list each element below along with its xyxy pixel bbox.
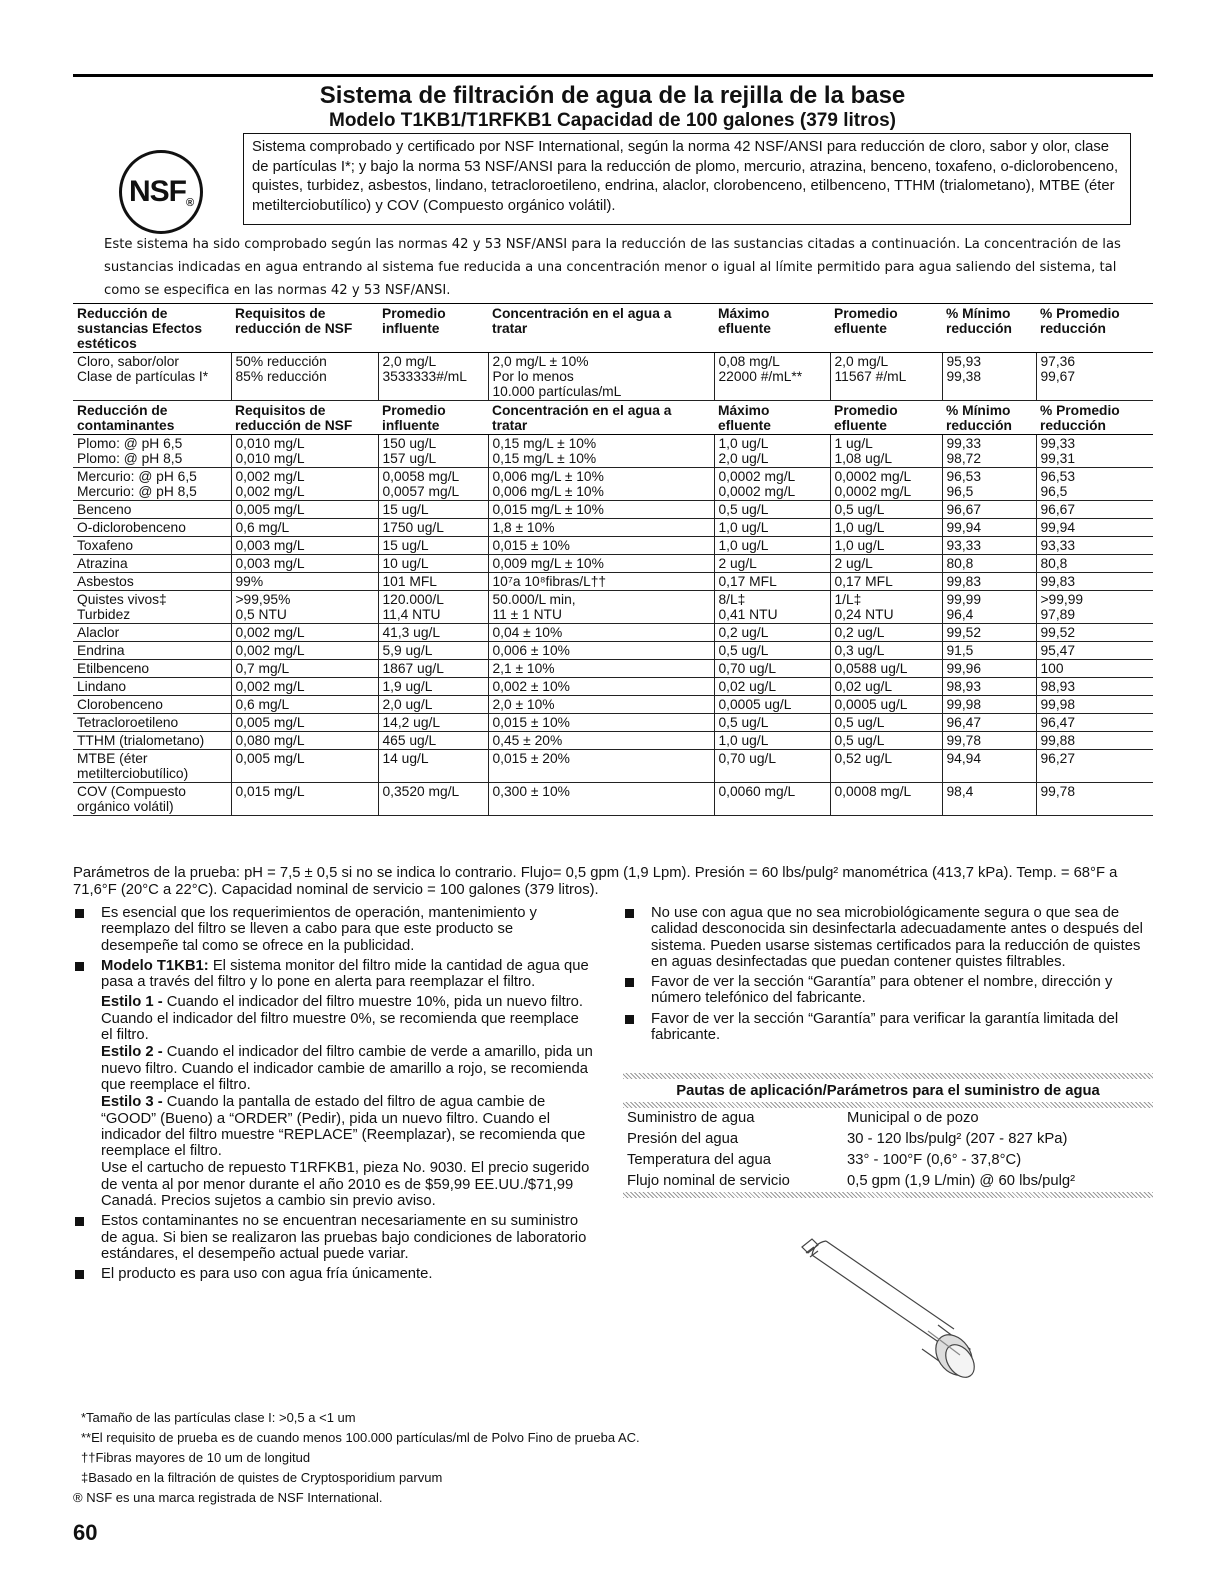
bullet-square-icon — [75, 1270, 84, 1279]
table-cell: 96,67 — [942, 501, 1036, 519]
guideline-label: Flujo nominal de servicio — [627, 1173, 790, 1189]
table-cell: 14 ug/L — [378, 750, 488, 783]
table-cell: 99,78 — [1036, 783, 1153, 816]
table-cell: 2,0 mg/L 11567 #/mL — [830, 353, 942, 401]
table-cell: % Promedio reducción — [1036, 304, 1153, 353]
table-cell: Lindano — [73, 678, 231, 696]
table-cell: 1,8 ± 10% — [488, 519, 714, 537]
table-cell: % Mínimo reducción — [942, 401, 1036, 435]
table-cell: 0,70 ug/L — [714, 660, 830, 678]
footnotes — [73, 1408, 640, 1508]
table-cell: Plomo: @ pH 6,5 Plomo: @ pH 8,5 — [73, 435, 231, 468]
table-cell: Toxafeno — [73, 537, 231, 555]
footnote: *Tamaño de las partículas clase I: >0,5 a <1 um — [81, 1410, 356, 1425]
table-cell: 2 ug/L — [714, 555, 830, 573]
table-cell: 0,0060 mg/L — [714, 783, 830, 816]
table-cell: 100 — [1036, 660, 1153, 678]
table-cell: 0,70 ug/L — [714, 750, 830, 783]
table-row — [73, 750, 1153, 783]
table-row — [73, 660, 1153, 678]
right-column — [623, 905, 1153, 1047]
table-cell: MTBE (éter metilterciobutílico) — [73, 750, 231, 783]
table-cell: 96,47 — [1036, 714, 1153, 732]
table-cell: 0,04 ± 10% — [488, 624, 714, 642]
table-cell: Concentración en el agua a tratar — [488, 304, 714, 353]
bullet-text: Es esencial que los requerimientos de operación, mantenimiento y reemplazo del filtro se lleven a cabo para que este producto se desempeñe tal como se ofrece en la publicidad. — [101, 905, 537, 954]
table-cell: 50.000/L min, 11 ± 1 NTU — [488, 591, 714, 624]
bullet-square-icon — [625, 909, 634, 918]
table-cell: 0,15 mg/L ± 10% 0,15 mg/L ± 10% — [488, 435, 714, 468]
guideline-label: Suministro de agua — [627, 1110, 755, 1126]
table-header-row — [73, 401, 1153, 435]
table-cell: 0,002 ± 10% — [488, 678, 714, 696]
table-cell: O-diclorobenceno — [73, 519, 231, 537]
bullet-item — [73, 1266, 593, 1282]
bullet-item — [623, 1011, 1153, 1044]
table-cell: 150 ug/L 157 ug/L — [378, 435, 488, 468]
guideline-value: Municipal o de pozo — [847, 1110, 979, 1126]
table-cell: 96,53 96,5 — [942, 468, 1036, 501]
hatch-divider — [623, 1192, 1153, 1198]
table-cell: 50% reducción 85% reducción — [231, 353, 378, 401]
table-cell: 0,015 ± 10% — [488, 714, 714, 732]
table-cell: 0,015 ± 20% — [488, 750, 714, 783]
table-cell: Máximo efluente — [714, 304, 830, 353]
table-cell: 2,0 ug/L — [378, 696, 488, 714]
table-cell: Clorobenceno — [73, 696, 231, 714]
table-cell: 0,010 mg/L 0,010 mg/L — [231, 435, 378, 468]
table-cell: 0,45 ± 20% — [488, 732, 714, 750]
table-cell: 99,98 — [1036, 696, 1153, 714]
replacement-cartridge-text: Use el cartucho de repuesto T1RFKB1, pieza No. 9030. El precio sugerido de venta al por menor durante el año 2010 es de $59,99 EE.UU./$71,99 Canadá. Precios sujetos a cambio sin previo aviso. — [101, 1160, 590, 1210]
table-cell: 98,4 — [942, 783, 1036, 816]
style-1-label: Estilo 1 - — [101, 994, 163, 1011]
table-cell: 0,0005 ug/L — [830, 696, 942, 714]
nsf-logo-reg: ® — [185, 197, 194, 209]
nsf-logo-text: NSF — [128, 175, 186, 208]
table-cell: 101 MFL — [378, 573, 488, 591]
table-cell: Reducción de sustancias Efectos estéticos — [73, 304, 231, 353]
table-cell: 0,0005 ug/L — [714, 696, 830, 714]
footnote: ‡Basado en la filtración de quistes de Cryptosporidium parvum — [81, 1470, 443, 1485]
table-cell: 2,0 ± 10% — [488, 696, 714, 714]
table-cell: 0,005 mg/L — [231, 750, 378, 783]
table-row — [73, 624, 1153, 642]
table-cell: 99% — [231, 573, 378, 591]
table-cell: 0,006 mg/L ± 10% 0,006 mg/L ± 10% — [488, 468, 714, 501]
table-cell: 95,93 99,38 — [942, 353, 1036, 401]
guideline-value: 33° - 100°F (0,6° - 37,8°C) — [847, 1152, 1022, 1168]
table-cell: Promedio influente — [378, 304, 488, 353]
table-row — [73, 696, 1153, 714]
table-row — [73, 468, 1153, 501]
table-cell: 1,0 ug/L 2,0 ug/L — [714, 435, 830, 468]
table-cell: 99,94 — [1036, 519, 1153, 537]
table-cell: 99,33 99,31 — [1036, 435, 1153, 468]
footnote: ††Fibras mayores de 10 um de longitud — [81, 1450, 311, 1465]
table-cell: 0,2 ug/L — [830, 624, 942, 642]
table-cell: 15 ug/L — [378, 537, 488, 555]
table-cell: % Promedio reducción — [1036, 401, 1153, 435]
table-cell: Alaclor — [73, 624, 231, 642]
bullet-item — [73, 1213, 593, 1262]
table-cell: 15 ug/L — [378, 501, 488, 519]
table-cell: 0,002 mg/L — [231, 678, 378, 696]
bullet-square-icon — [625, 978, 634, 987]
table-row — [73, 501, 1153, 519]
style-3-text — [73, 1094, 593, 1159]
guidelines-table — [623, 1108, 1153, 1192]
table-cell: Cloro, sabor/olor Clase de partículas I* — [73, 353, 231, 401]
table-cell: 0,02 ug/L — [830, 678, 942, 696]
table-cell: 1,9 ug/L — [378, 678, 488, 696]
style-1-text — [73, 994, 593, 1043]
guidelines-row — [623, 1171, 1153, 1192]
water-supply-guidelines — [623, 1073, 1153, 1198]
bullet-text: Estos contaminantes no se encuentran necesariamente en su suministro de agua. Si bien se realizaron las pruebas bajo condiciones de laboratorio estándares, el desempeño actual puede variar. — [101, 1213, 587, 1262]
bullet-item — [623, 905, 1153, 970]
table-cell: Reducción de contaminantes — [73, 401, 231, 435]
left-column — [73, 905, 593, 1287]
table-cell: 98,93 — [1036, 678, 1153, 696]
table-cell: 0,52 ug/L — [830, 750, 942, 783]
table-cell: 0,3 ug/L — [830, 642, 942, 660]
table-cell: 0,006 ± 10% — [488, 642, 714, 660]
table-cell: 99,88 — [1036, 732, 1153, 750]
table-cell: 0,003 mg/L — [231, 537, 378, 555]
table-cell: 1,0 ug/L — [714, 732, 830, 750]
guidelines-row — [623, 1150, 1153, 1171]
table-cell: 95,47 — [1036, 642, 1153, 660]
table-cell: 96,67 — [1036, 501, 1153, 519]
table-cell: Promedio efluente — [830, 401, 942, 435]
table-cell: Benceno — [73, 501, 231, 519]
table-cell: Requisitos de reducción de NSF — [231, 304, 378, 353]
table-row — [73, 783, 1153, 816]
table-cell: 99,83 — [1036, 573, 1153, 591]
table-cell: 41,3 ug/L — [378, 624, 488, 642]
table-cell: 96,27 — [1036, 750, 1153, 783]
table-cell: 0,3520 mg/L — [378, 783, 488, 816]
table-cell: 0,0588 ug/L — [830, 660, 942, 678]
table-cell: 2,0 mg/L ± 10% Por lo menos 10.000 partículas/mL — [488, 353, 714, 401]
table-row — [73, 353, 1153, 401]
table-row — [73, 678, 1153, 696]
table-cell: 0,5 ug/L — [830, 501, 942, 519]
table-cell: 1867 ug/L — [378, 660, 488, 678]
table-cell: 0,08 mg/L 22000 #/mL** — [714, 353, 830, 401]
table-cell: Tetracloroetileno — [73, 714, 231, 732]
table-cell: Asbestos — [73, 573, 231, 591]
table-cell: 0,015 mg/L — [231, 783, 378, 816]
table-cell: 120.000/L 11,4 NTU — [378, 591, 488, 624]
table-cell: TTHM (trialometano) — [73, 732, 231, 750]
table-cell: 8/L‡ 0,41 NTU — [714, 591, 830, 624]
table-cell: 2 ug/L — [830, 555, 942, 573]
bullet-item — [623, 974, 1153, 1007]
table-row — [73, 573, 1153, 591]
table-cell: 1 ug/L 1,08 ug/L — [830, 435, 942, 468]
table-cell: 99,96 — [942, 660, 1036, 678]
table-cell: 0,002 mg/L — [231, 642, 378, 660]
table-cell: 80,8 — [942, 555, 1036, 573]
footnote: **El requisito de prueba es de cuando menos 100.000 partículas/ml de Polvo Fino de prueba AC. — [81, 1430, 640, 1445]
bullet-text: El sistema monitor del filtro mide la cantidad de agua que pasa a través del filtro y lo pone en alerta para reemplazar el filtro. — [101, 957, 589, 991]
table-cell: 99,83 — [942, 573, 1036, 591]
table-cell: 99,52 — [1036, 624, 1153, 642]
certification-box: Sistema comprobado y certificado por NSF International, según la norma 42 NSF/ANSI para reducción de cloro, sabor y olor, clase de partículas I*; y bajo la norma 53 NSF/ANSI para la reducción de plomo, mercurio, atrazina, benceno, toxafeno, o-diclorobenceno, quistes, turbidez, asbestos, lindano, tetracloroetileno, endrina, alaclor, clorobenceno, etilbenceno, TTHM (trialometano), MTBE (éter metilterciobutílico) y COV (Compuesto orgánico volátil). — [243, 133, 1131, 225]
table-cell: 99,78 — [942, 732, 1036, 750]
bullet-text: Favor de ver la sección “Garantía” para obtener el nombre, dirección y número telefónico del fabricante. — [651, 974, 1113, 1007]
table-cell: 2,1 ± 10% — [488, 660, 714, 678]
table-cell: Etilbenceno — [73, 660, 231, 678]
table-cell: 0,5 ug/L — [714, 714, 830, 732]
table-cell: 1,0 ug/L — [714, 537, 830, 555]
table-row — [73, 591, 1153, 624]
table-cell: 0,5 ug/L — [830, 732, 942, 750]
table-row — [73, 519, 1153, 537]
table-cell: 0,080 mg/L — [231, 732, 378, 750]
table-cell: 99,94 — [942, 519, 1036, 537]
guidelines-title: Pautas de aplicación/Parámetros para el suministro de agua — [676, 1083, 1100, 1099]
table-cell: Promedio efluente — [830, 304, 942, 353]
style-3-body: Cuando la pantalla de estado del filtro de agua cambie de “GOOD” (Bueno) a “ORDER” (Pedir), pida un nuevo filtro. Cuando el indicador del filtro muestre “REPLACE” (Reemplazar), se recomienda que reemplace el filtro. — [101, 1094, 586, 1160]
table-cell: 80,8 — [1036, 555, 1153, 573]
table-cell: 98,93 — [942, 678, 1036, 696]
table-row — [73, 732, 1153, 750]
style-2-text — [73, 1044, 593, 1093]
table-cell: >99,95% 0,5 NTU — [231, 591, 378, 624]
table-cell: 0,6 mg/L — [231, 696, 378, 714]
bullet-item — [73, 958, 593, 991]
table-row — [73, 555, 1153, 573]
table-cell: 1,0 ug/L — [830, 519, 942, 537]
guidelines-row — [623, 1108, 1153, 1129]
table-cell: Requisitos de reducción de NSF — [231, 401, 378, 435]
table-cell: 99,33 98,72 — [942, 435, 1036, 468]
table-cell: 99,98 — [942, 696, 1036, 714]
bullet-bold-label: Modelo T1KB1: — [101, 957, 209, 974]
table-header-row — [73, 304, 1153, 353]
table-cell: 0,0008 mg/L — [830, 783, 942, 816]
table-cell: 0,6 mg/L — [231, 519, 378, 537]
table-cell: Quistes vivos‡ Turbidez — [73, 591, 231, 624]
table-cell: Atrazina — [73, 555, 231, 573]
table-row — [73, 642, 1153, 660]
table-cell: Concentración en el agua a tratar — [488, 401, 714, 435]
table-cell: 94,94 — [942, 750, 1036, 783]
table-cell: 0,002 mg/L 0,002 mg/L — [231, 468, 378, 501]
table-cell: 0,015 ± 10% — [488, 537, 714, 555]
table-cell: 465 ug/L — [378, 732, 488, 750]
table-cell: 10⁷a 10⁸fibras/L†† — [488, 573, 714, 591]
table-cell: Máximo efluente — [714, 401, 830, 435]
guideline-label: Presión del agua — [627, 1131, 739, 1147]
table-row — [73, 537, 1153, 555]
table-cell: >99,99 97,89 — [1036, 591, 1153, 624]
top-rule — [73, 74, 1153, 77]
table-cell: 97,36 99,67 — [1036, 353, 1153, 401]
table-cell: 0,003 mg/L — [231, 555, 378, 573]
guideline-label: Temperatura del agua — [627, 1152, 771, 1168]
table-cell: 96,53 96,5 — [1036, 468, 1153, 501]
performance-table — [73, 303, 1153, 816]
table-cell: 93,33 — [1036, 537, 1153, 555]
style-2-body: Cuando el indicador del filtro cambie de verde a amarillo, pida un nuevo filtro. Cuando el indicador cambie de amarillo a rojo, se recomienda que reemplace el filtro. — [101, 1044, 593, 1093]
table-cell: 1,0 ug/L — [714, 519, 830, 537]
table-cell: % Mínimo reducción — [942, 304, 1036, 353]
guidelines-row — [623, 1129, 1153, 1150]
table-cell: 0,0002 mg/L 0,0002 mg/L — [714, 468, 830, 501]
table-cell: 10 ug/L — [378, 555, 488, 573]
bullet-text: El producto es para uso con agua fría únicamente. — [101, 1266, 433, 1283]
table-cell: 0,005 mg/L — [231, 501, 378, 519]
table-cell: 0,5 ug/L — [830, 714, 942, 732]
table-cell: Promedio influente — [378, 401, 488, 435]
table-cell: 99,52 — [942, 624, 1036, 642]
filter-cartridge-icon — [770, 1225, 1010, 1390]
nsf-logo — [119, 150, 203, 234]
table-row — [73, 435, 1153, 468]
table-cell: 0,5 ug/L — [714, 642, 830, 660]
page-number: 60 — [73, 1520, 98, 1545]
table-row — [73, 714, 1153, 732]
intro-paragraph: Este sistema ha sido comprobado según las normas 42 y 53 NSF/ANSI para la reducción de las sustancias citadas a continuación. La concentración de las sustancias indicadas en agua entrando al sistema fue reducida a una concentración menor o igual al límite permitido para agua saliendo del sistema, tal como se especifica en las normas 42 y 53 NSF/ANSI. — [104, 237, 1121, 298]
table-cell: 0,002 mg/L — [231, 624, 378, 642]
table-cell: 93,33 — [942, 537, 1036, 555]
table-cell: 0,2 ug/L — [714, 624, 830, 642]
table-cell: 0,0058 mg/L 0,0057 mg/L — [378, 468, 488, 501]
table-cell: 1/L‡ 0,24 NTU — [830, 591, 942, 624]
bullet-text: No use con agua que no sea microbiológicamente segura o que sea de calidad desconocida sin desinfectarla adecuadamente antes o después del sistema. Pueden usarse sistemas certificados para la reducción de quistes en aguas desinfectadas que puedan contener quistes filtrables. — [651, 905, 1143, 970]
table-cell: Mercurio: @ pH 6,5 Mercurio: @ pH 8,5 — [73, 468, 231, 501]
table-cell: 0,02 ug/L — [714, 678, 830, 696]
footnote: ® NSF es una marca registrada de NSF International. — [73, 1490, 383, 1505]
page-subtitle: Modelo T1KB1/T1RFKB1 Capacidad de 100 galones (379 litros) — [329, 110, 896, 131]
table-cell: 0,0002 mg/L 0,0002 mg/L — [830, 468, 942, 501]
table-cell: 5,9 ug/L — [378, 642, 488, 660]
guideline-value: 30 - 120 lbs/pulg² (207 - 827 kPa) — [847, 1131, 1068, 1147]
bullet-text: Favor de ver la sección “Garantía” para verificar la garantía limitada del fabricante. — [651, 1010, 1119, 1044]
table-cell: 0,300 ± 10% — [488, 783, 714, 816]
table-cell: 0,005 mg/L — [231, 714, 378, 732]
bullet-square-icon — [625, 1015, 634, 1024]
table-cell: 91,5 — [942, 642, 1036, 660]
test-parameters: Parámetros de la prueba: pH = 7,5 ± 0,5 si no se indica lo contrario. Flujo= 0,5 gpm (1,9 Lpm). Presión = 60 lbs/pulg² manométrica (413,7 kPa). Temp. = 68°F a 71,6°F (20°C a 22°C). Capacidad nominal de servicio = 100 galones (379 litros). — [73, 865, 1118, 898]
table-cell: 0,17 MFL — [830, 573, 942, 591]
style-1-body: Cuando el indicador del filtro muestre 10%, pida un nuevo filtro. Cuando el indicador del filtro muestre 0%, se recomienda que reemplace el filtro. — [101, 994, 583, 1044]
style-2-label: Estilo 2 - — [101, 1044, 163, 1061]
table-cell: 0,5 ug/L — [714, 501, 830, 519]
bullet-square-icon — [75, 962, 84, 971]
table-cell: Endrina — [73, 642, 231, 660]
table-cell: 96,47 — [942, 714, 1036, 732]
table-cell: 2,0 mg/L 3533333#/mL — [378, 353, 488, 401]
bullet-item — [73, 905, 593, 954]
table-cell: 0,009 mg/L ± 10% — [488, 555, 714, 573]
guideline-value: 0,5 gpm (1,9 L/min) @ 60 lbs/pulg² — [847, 1173, 1076, 1189]
table-cell: 1750 ug/L — [378, 519, 488, 537]
bullet-square-icon — [75, 1217, 84, 1226]
style-3-label: Estilo 3 - — [101, 1094, 163, 1111]
table-cell: 0,015 mg/L ± 10% — [488, 501, 714, 519]
table-cell: 14,2 ug/L — [378, 714, 488, 732]
table-cell: 0,17 MFL — [714, 573, 830, 591]
table-cell: COV (Compuesto orgánico volátil) — [73, 783, 231, 816]
table-cell: 0,7 mg/L — [231, 660, 378, 678]
bullet-square-icon — [75, 909, 84, 918]
table-cell: 1,0 ug/L — [830, 537, 942, 555]
page-title: Sistema de filtración de agua de la rejilla de la base — [319, 82, 906, 109]
table-cell: 99,99 96,4 — [942, 591, 1036, 624]
